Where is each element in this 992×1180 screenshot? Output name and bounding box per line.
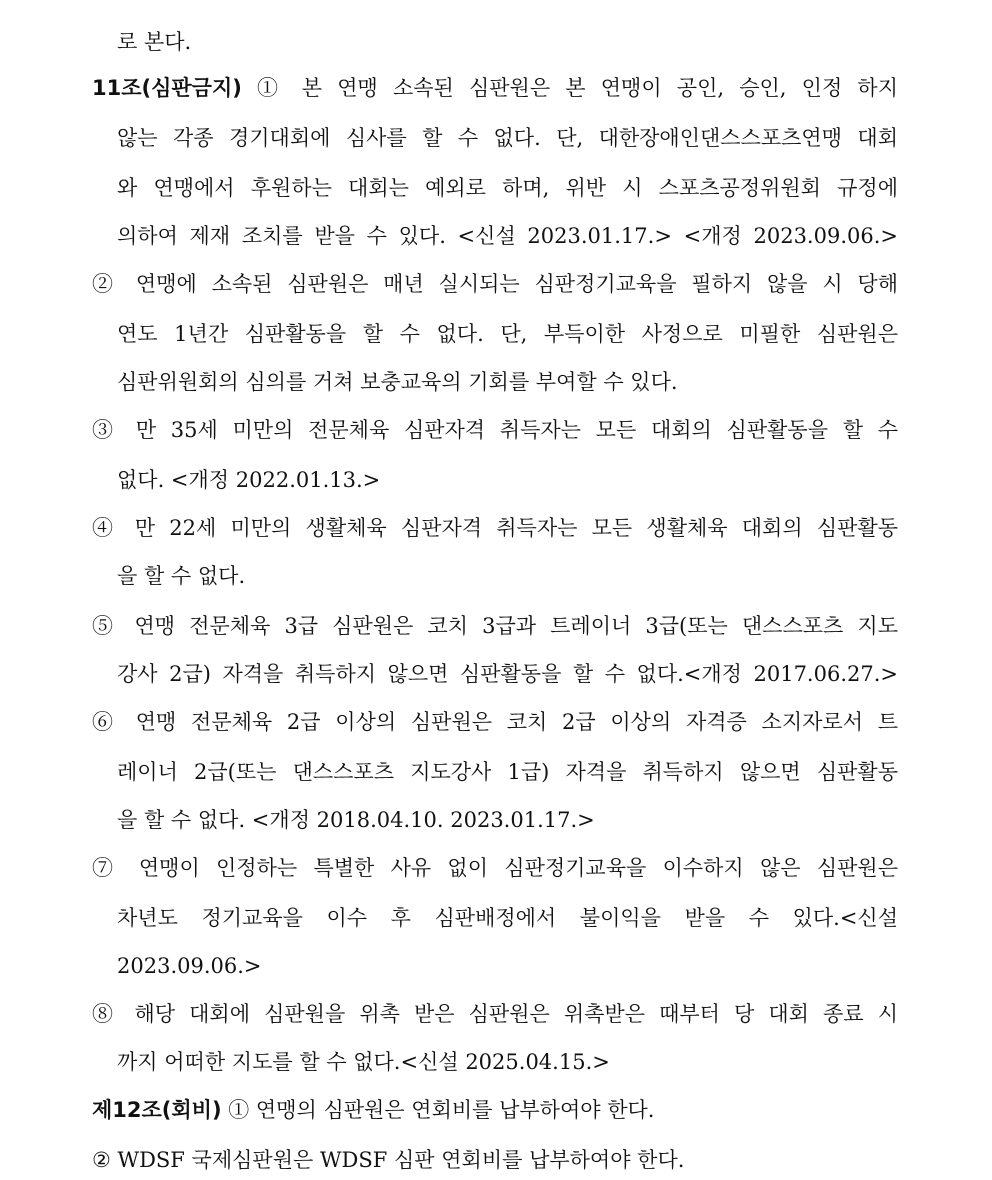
article-11-clause-1: ① 본 연맹 소속된 심판원은 본 연맹이 공인, 승인, 인정 하지: [241, 76, 898, 100]
text-line: ⑦ 연맹이 인정하는 특별한 사유 없이 심판정기교육을 이수하지 않은 심판원은: [92, 856, 898, 880]
article-11-first-line: [92, 74, 898, 102]
article-12-heading: 제12조(회비): [92, 1098, 222, 1122]
article-12-clause-1: ① 연맹의 심판원은 연회비를 납부하여야 한다.: [221, 1098, 655, 1122]
text-line: ⑥ 연맹 전문체육 2급 이상의 심판원은 코치 2급 이상의 자격증 소지자로서 트: [92, 710, 898, 734]
text-line: 연도 1년간 심판활동을 할 수 없다. 단, 부득이한 사정으로 미필한 심판원은: [117, 322, 898, 346]
text-line: 2023.09.06.>: [117, 954, 262, 978]
text-line: 심판위원회의 심의를 거쳐 보충교육의 기회를 부여할 수 있다.: [117, 370, 678, 394]
text-line: 와 연맹에서 후원하는 대회는 예외로 하며, 위반 시 스포츠공정위원회 규정에: [117, 176, 898, 200]
text-line: 강사 2급) 자격을 취득하지 않으면 심판활동을 할 수 없다.<개정 2017.06.27.>: [117, 662, 898, 686]
text-line: ⑤ 연맹 전문체육 3급 심판원은 코치 3급과 트레이너 3급(또는 댄스스포츠 지도: [92, 614, 898, 638]
text-line: 않는 각종 경기대회에 심사를 할 수 없다. 단, 대한장애인댄스스포츠연맹 대회: [117, 126, 898, 150]
text-line: ③ 만 35세 미만의 전문체육 심판자격 취득자는 모든 대회의 심판활동을 할 수: [92, 418, 898, 442]
text-line: 레이너 2급(또는 댄스스포츠 지도강사 1급) 자격을 취득하지 않으면 심판활동: [117, 760, 898, 784]
text-line: ④ 만 22세 미만의 생활체육 심판자격 취득자는 모든 생활체육 대회의 심판활동: [92, 516, 898, 540]
text-line: 을 할 수 없다. <개정 2018.04.10. 2023.01.17.>: [117, 808, 595, 832]
text-line: 차년도 정기교육을 이수 후 심판배정에서 불이익을 받을 수 있다.<신설: [117, 906, 898, 930]
text-line: ⑧ 해당 대회에 심판원을 위촉 받은 심판원은 위촉받은 때부터 당 대회 종료 시: [92, 1002, 898, 1026]
article-12-first-line: [92, 1096, 654, 1124]
text-line: 까지 어떠한 지도를 할 수 없다.<신설 2025.04.15.>: [117, 1050, 610, 1074]
text-line: 로 본다.: [117, 30, 192, 54]
text-line: 을 할 수 없다.: [117, 564, 246, 588]
article-11-heading: 11조(심판금지): [92, 76, 242, 100]
text-line: ② WDSF 국제심판원은 WDSF 심판 연회비를 납부하여야 한다.: [92, 1148, 685, 1172]
text-line: 없다. <개정 2022.01.13.>: [117, 468, 381, 492]
text-line: ② 연맹에 소속된 심판원은 매년 실시되는 심판정기교육을 필하지 않을 시 당해: [92, 272, 898, 296]
text-line: 의하여 제재 조치를 받을 수 있다. <신설 2023.01.17.> <개정 2023.09.06.>: [117, 224, 898, 248]
